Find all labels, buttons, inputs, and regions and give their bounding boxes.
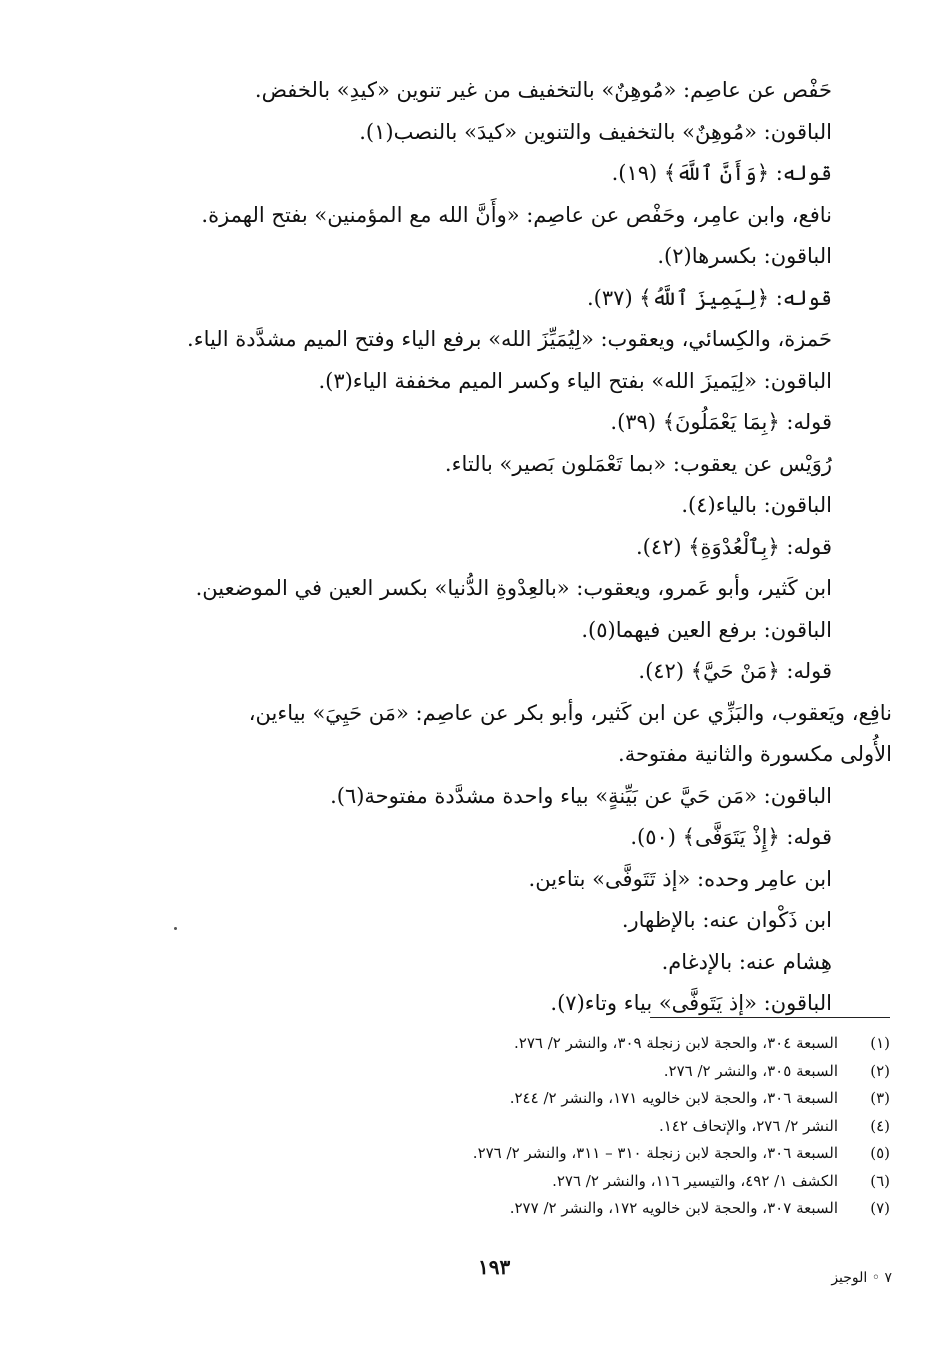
stray-mark (174, 927, 177, 930)
text-line: الباقون: برفع العين فيهما(٥). (581, 617, 832, 642)
text-line: نافِع، ويَعقوب، والبَزِّي عن ابن كَثير، وأبو بكر عن عاصِم: «مَن حَيِيَ» بياءين، (248, 700, 892, 725)
signature-mark: ٧ ◦ الوجيز (831, 1270, 892, 1286)
footnote (290, 1030, 890, 1058)
footnote-text: السبعة ٣٠٤، والحجة لابن زنجلة ٣٠٩، والنشر ٢/ ٢٧٦. (514, 1034, 838, 1052)
text-line: الباقون: بالياء(٤). (681, 493, 832, 517)
footnote (290, 1113, 890, 1141)
footnote-text: السبعة ٣٠٦، والحجة لابن زنجلة ٣١٠ – ٣١١، والنشر ٢/ ٢٧٦. (472, 1144, 838, 1162)
footnote-number: (٧) (870, 1199, 890, 1217)
text-line: رُوَيْس عن يعقوب: «بما تَعْمَلون بَصير» بالتاء. (444, 451, 832, 476)
footnote-number: (١) (870, 1034, 890, 1052)
footnote-divider (650, 1017, 890, 1018)
footnote-text: السبعة ٣٠٦، والحجة لابن خالويه ١٧١، والنشر ٢/ ٢٤٤. (509, 1089, 838, 1107)
text-line: حَمزة، والكِسائي، ويعقوب: «لِيُمَيِّزَ الله» برفع الياء وفتح الميم مشدَّدة الياء. (187, 327, 832, 351)
footnote (290, 1058, 890, 1086)
text-line: قوله: ﴿لِيَمِيزَ ٱللَّهُ﴾ (٣٧). (587, 285, 832, 310)
footnote-number: (٦) (870, 1171, 890, 1190)
text-line: حَفْص عن عاصِم: «مُوهِنٌ» بالتخفيف من غير تنوين «كيدِ» بالخفض. (254, 78, 832, 102)
footnote-number: (٥) (870, 1144, 890, 1162)
footnote-number: (٤) (870, 1116, 890, 1135)
text-line: الباقون: «إذ يَتَوفَّى» بياء وتاء(٧). (550, 991, 832, 1015)
footnote-text: السبعة ٣٠٧، والحجة لابن خالويه ١٧٢، والنشر ٢/ ٢٧٧. (509, 1199, 838, 1217)
footnote-text: الكشف ١/ ٤٩٢، والتيسير ١١٦، والنشر ٢/ ٢٧٦. (552, 1171, 838, 1190)
footnote (290, 1195, 890, 1223)
text-line: ابن ذَكْوان عنه: بالإظهار. (621, 908, 832, 932)
footnotes (290, 1030, 890, 1223)
text-line: قوله: ﴿إِذْ يَتَوَفَّى﴾ (٥٠). (630, 825, 832, 849)
text-line: الباقون: «مُوهِنٌ» بالتخفيف والتنوين «كيدَ» بالنصب(١). (359, 119, 832, 144)
footnote-text: النشر ٢/ ٢٧٦، والإتحاف ١٤٢. (658, 1116, 838, 1135)
text-line: ابن عامِر وحده: «إذ تَتَوفَّى» بتاءين. (528, 866, 832, 891)
footnote-number: (٣) (870, 1089, 890, 1107)
page-number: ١٩٣ (478, 1255, 511, 1279)
text-line: قوله: ﴿مَنْ حَيَّ﴾ (٤٢). (638, 659, 832, 683)
text-line: قوله: ﴿وَأَنَّ ٱللَّهَ﴾ (١٩). (611, 161, 832, 185)
footnote (290, 1140, 890, 1168)
footnote-text: السبعة ٣٠٥، والنشر ٢/ ٢٧٦. (663, 1061, 838, 1080)
text-line: نافع، وابن عامِر، وحَفْص عن عاصِم: «وأَنَّ الله مع المؤمنين» بفتح الهمزة. (201, 202, 832, 227)
text-line: ابن كَثير، وأبو عَمرو، ويعقوب: «بالعِدْوةِ الدُّنيا» بكسر العين في الموضعين. (195, 576, 832, 600)
text-line: قوله: ﴿بِمَا يَعْمَلُونَ﴾ (٣٩). (610, 410, 832, 434)
text-line: الباقون: «مَن حَيَّ عن بَيِّنةٍ» بياء واحدة مشدَّدة مفتوحة(٦). (330, 783, 832, 808)
text-line: الباقون: بكسرها(٢). (657, 244, 832, 268)
footnote (290, 1168, 890, 1196)
text-line: الأُولى مكسورة والثانية مفتوحة. (618, 742, 892, 766)
footnote (290, 1085, 890, 1113)
text-line: الباقون: «لِيَميزَ الله» بفتح الياء وكسر الميم مخففة الياء(٣). (318, 368, 832, 393)
text-line: هِشام عنه: بالإدغام. (661, 949, 832, 974)
main-text (92, 70, 892, 1025)
text-line: قوله: ﴿بِٱلْعُدْوَةِ﴾ (٤٢). (635, 534, 832, 559)
footnote-number: (٢) (870, 1061, 890, 1080)
